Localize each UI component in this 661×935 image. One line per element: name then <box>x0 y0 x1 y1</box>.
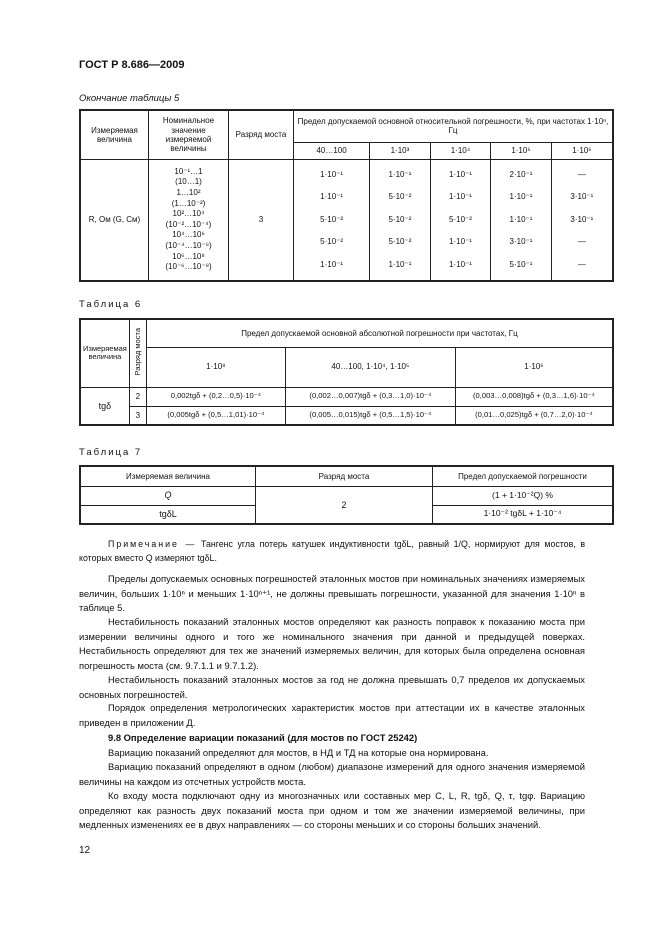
paragraph: Нестабильность показаний эталонных мостов за год не должна превышать 0,7 пределов их допускаемых основных погрешностей. <box>79 674 585 700</box>
table5-freq: 1·10⁶ <box>551 142 613 159</box>
table7-head-class: Разряд моста <box>256 466 433 486</box>
table5-cell: 3·10⁻¹ <box>509 237 533 246</box>
table7-caption: Таблица 7 <box>79 447 143 458</box>
nominal-value: 10²…10⁴ <box>172 209 205 219</box>
table5-freq: 40…100 <box>294 142 370 159</box>
table6-cell: (0,005tgδ + (0,5…1,01)·10⁻⁴ <box>146 406 285 425</box>
table5-col <box>294 159 370 281</box>
table6-cell: (0,005…0,015)tgδ + (0,5…1,5)·10⁻⁴ <box>285 406 455 425</box>
table5-cell: 3·10⁻¹ <box>570 214 594 224</box>
table5-col <box>491 159 552 281</box>
table5-cell: 5·10⁻² <box>320 237 344 246</box>
table7 <box>79 465 614 525</box>
table6-class: 2 <box>129 387 146 406</box>
table5-cell: — <box>577 169 586 179</box>
table5-cell: 5·10⁻² <box>388 237 412 246</box>
table5-cell: 1·10⁻¹ <box>388 169 412 179</box>
table5-cell: — <box>577 259 586 269</box>
paragraph: Вариацию показаний определяют для мостов, в НД и ТД на которые она нормирована. <box>108 747 489 758</box>
table5-cell: 2·10⁻¹ <box>509 169 533 179</box>
table5-freq: 1·10³ <box>370 142 431 159</box>
table6-cell: (0,01…0,025)tgδ + (0,7…2,0)·10⁻⁴ <box>455 406 613 425</box>
table6 <box>79 318 614 426</box>
table5-cell: 1·10⁻¹ <box>320 259 344 269</box>
table7-quantity: Q <box>80 486 256 505</box>
paragraph: Порядок определения метрологических характеристик мостов при аттестации их в качестве эталонных приведен в приложении Д. <box>79 702 585 728</box>
nominal-value: 1…10² <box>176 187 201 197</box>
table7-head-limit: Предел допускаемой погрешности <box>433 466 614 486</box>
table7-head-quantity: Измеряемая величина <box>80 466 256 486</box>
table5-cell: 1·10⁻¹ <box>509 192 533 201</box>
nominal-value: 10⁶…10⁸ <box>172 251 205 261</box>
nominal-value: (10⁻⁶…10⁻⁸) <box>165 262 212 272</box>
paragraph: Ко входу моста подключают одну из многозначных или составных мер C, L, R, tgδ, Q, τ, tgφ. Вариацию определяют как разность двух показаний моста при одном и том же значении измеряемой величины, при медленных изменениях ее в двух направлениях — со стороны меньших и со стороны больших значений. <box>79 790 585 831</box>
table5-cell: 1·10⁻¹ <box>320 192 344 201</box>
table6-freq: 1·10⁶ <box>455 347 613 387</box>
table5-col <box>551 159 613 281</box>
table5-cell: 5·10⁻¹ <box>509 259 533 269</box>
table5-cell: — <box>577 237 586 246</box>
table5-head-limit: Предел допускаемой основной относительной погрешности, %, при частотах 1·10ⁿ, Гц <box>294 110 614 142</box>
table6-class: 3 <box>129 406 146 425</box>
table5-col <box>370 159 431 281</box>
table5-cell: 1·10⁻¹ <box>388 259 412 269</box>
note-text: Тангенс угла потерь катушек индуктивности tgδL, равный 1/Q, нормируют для мостов, в которых вместо Q измеряют tgδL. <box>79 539 585 563</box>
table5-head-nominal: Номинальное значение измеряемой величины <box>149 110 229 159</box>
table5-cell: 1·10⁻¹ <box>449 169 472 179</box>
table6-head-class: Разряд моста <box>132 328 142 376</box>
table6-head-quantity: Измеряемая величина <box>80 319 129 387</box>
note-label: Примечание — <box>108 539 197 549</box>
section-title: 9.8 Определение вариации показаний (для мостов по ГОСТ 25242) <box>108 732 418 743</box>
table6-head-class-cell <box>129 319 146 387</box>
table6-cell: 0,002tgδ + (0,2…0,5)·10⁻⁴ <box>146 387 285 406</box>
nominal-value: (10⁻⁴…10⁻⁶) <box>165 240 212 250</box>
table7-class: 2 <box>256 486 433 524</box>
table5-cell: 5·10⁻² <box>320 214 344 224</box>
table5-cell: 1·10⁻¹ <box>449 237 472 246</box>
table5-cell: 5·10⁻² <box>449 214 472 224</box>
table5-cell: 1·10⁻¹ <box>449 192 472 201</box>
paragraph: Вариацию показаний определяют в одном (любом) диапазоне измерений для одного значения измеряемой величины на каждом из отсчетных устройств моста. <box>79 761 585 787</box>
page-number: 12 <box>79 845 91 856</box>
table6-cell: (0,003…0,008)tgδ + (0,3…1,6)·10⁻⁴ <box>455 387 613 406</box>
table5-cell: 1·10⁻¹ <box>320 169 344 179</box>
table5-head-quantity: Измеряемая величина <box>80 110 149 159</box>
nominal-value: 10⁴…10⁶ <box>172 230 205 240</box>
paragraph: Пределы допускаемых основных погрешностей эталонных мостов при номинальных значениях измеряемых величин, больших 1·10ⁿ и меньших 1·10ⁿ⁺¹, не должны превышать погрешности, указанной для значения 1·10ⁿ в таблице 5. <box>79 573 585 614</box>
paragraph: Нестабильность показаний эталонных мостов определяют как разность поправок к показанию моста при измерении величины одного и того же номинального значения при данной и предыдущей поверках. Нестабильность определяют для тех же значений измеряемых величин, для которых была определена основная погрешность моста (см. 9.7.1.1 и 9.7.1.2). <box>79 616 585 671</box>
table5-cell: 5·10⁻² <box>388 214 412 224</box>
nominal-value: (10…1) <box>175 177 202 187</box>
table5-cell: 1·10⁻¹ <box>509 214 533 224</box>
table5-freq: 1·10⁴ <box>430 142 491 159</box>
table5-cell: 1·10⁻¹ <box>449 259 472 269</box>
nominal-value: (10⁻²…10⁻⁴) <box>165 219 212 229</box>
table5-class: 3 <box>229 159 294 281</box>
table5-quantity: R, Ом (G, См) <box>80 159 149 281</box>
table5-cell: 3·10⁻¹ <box>570 192 594 201</box>
table6-freq: 40…100, 1·10⁴, 1·10⁵ <box>285 347 455 387</box>
document-header: ГОСТ Р 8.686—2009 <box>79 59 185 71</box>
table5-nominals <box>149 159 229 281</box>
table6-quantity: tgδ <box>80 387 129 425</box>
table5-head-class: Разряд моста <box>229 110 294 159</box>
table5-freq: 1·10⁵ <box>491 142 552 159</box>
table6-caption: Таблица 6 <box>79 299 143 310</box>
table5-cell: 5·10⁻² <box>388 192 412 201</box>
note <box>79 538 585 565</box>
table5-col <box>430 159 491 281</box>
table5-caption: Окончание таблицы 5 <box>79 93 180 104</box>
table6-cell: (0,002…0,007)tgδ + (0,3…1,0)·10⁻⁴ <box>285 387 455 406</box>
nominal-value: (1…10⁻²) <box>171 198 206 208</box>
table5 <box>79 109 614 282</box>
nominal-value: 10⁻¹…1 <box>174 166 203 176</box>
table7-limit: 1·10⁻² tgδL + 1·10⁻⁴ <box>433 505 614 524</box>
table6-freq: 1·10⁸ <box>146 347 285 387</box>
table7-limit: (1 + 1·10⁻²Q) % <box>433 486 614 505</box>
table7-quantity: tgδL <box>80 505 256 524</box>
table6-head-limit: Предел допускаемой основной абсолютной погрешности при частотах, Гц <box>146 319 613 347</box>
